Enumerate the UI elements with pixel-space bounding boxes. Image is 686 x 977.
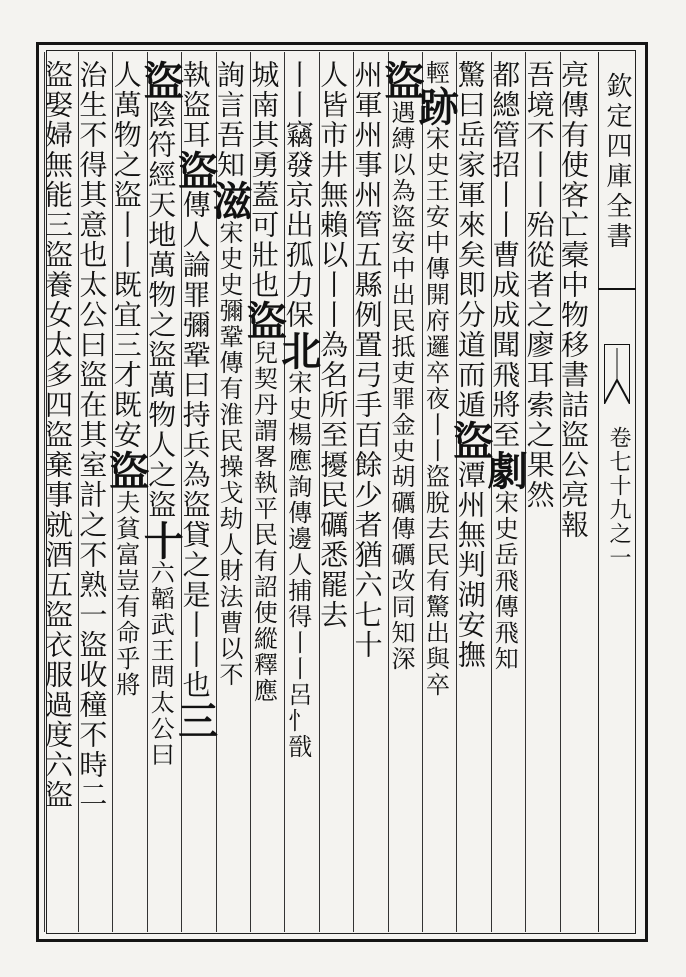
text-segment: 宋史史彌鞏傳有淮民操戈劫人財法曹以不 <box>214 220 243 688</box>
text-segment: 遇縛以為盜安中出民抵吏罪金史胡礪傳礪改同知深 <box>386 100 415 672</box>
text-segment: 兒契丹謂畧執平民有詔使縱釋應 <box>249 340 278 704</box>
text-column <box>522 60 558 510</box>
text-column <box>481 60 529 672</box>
text-segment: 宋史岳飛傳飛知 <box>490 490 519 672</box>
text-column <box>40 60 77 810</box>
heading-char: 盜 <box>102 450 150 490</box>
text-column <box>412 60 460 698</box>
text-segment: 城南其勇蓋可壯也 <box>247 60 281 300</box>
text-column <box>274 60 322 760</box>
heading-char: 盜 <box>137 60 185 100</box>
text-column <box>171 60 219 740</box>
text-segment: 執盜耳 <box>178 60 212 150</box>
heading-char: 劇 <box>481 450 529 490</box>
text-column <box>556 60 593 540</box>
text-column <box>377 60 425 672</box>
text-segment: 陰符經天地萬物之盜萬物人之盜 <box>144 100 178 520</box>
book-title: 欽定四庫全書 <box>602 72 632 252</box>
text-segment: 亮傳有使客亡槖中物移書詰盜公亮報 <box>556 60 590 540</box>
heading-char: 盜 <box>377 60 425 100</box>
text-column <box>316 60 352 630</box>
text-column <box>137 60 185 768</box>
text-segment: 吾境不丨丨殆從者之廖耳索之果然 <box>522 60 556 510</box>
text-segment: 夫貧富豈有命乎將 <box>111 490 140 698</box>
heading-char: 盜 <box>171 150 219 190</box>
heading-char: 北 <box>274 330 322 370</box>
text-segment: 六韜武王問太公曰 <box>146 560 175 768</box>
heading-char: 三 <box>171 700 219 740</box>
fish-tail-mark <box>604 344 630 404</box>
heading-char: 滋 <box>205 180 253 220</box>
heading-char: 盜 <box>240 300 288 340</box>
text-segment: 詢言吾知 <box>212 60 246 180</box>
volume-label: 卷七十九之一 <box>606 426 631 570</box>
heading-char: 十 <box>137 520 185 560</box>
text-segment: 人皆市井無賴以丨丨為名所至擾民礪悉罷去 <box>316 60 350 630</box>
text-segment: 丨丨竊發京出孤力保 <box>281 60 315 330</box>
text-segment: 驚曰岳家軍來矣即分道而遁 <box>453 60 487 420</box>
text-column <box>102 60 150 698</box>
text-segment: 宋史楊應詢傳邊人捕得丨丨呂忄戩 <box>283 370 312 760</box>
text-segment: 傳人論罪彌鞏曰持兵為盜貸之是丨丨也 <box>178 190 212 700</box>
text-segment: 治生不得其意也太公曰盜在其室計之不熟一盜收穜不時二 <box>75 60 109 810</box>
text-column <box>350 60 386 660</box>
page-gutter <box>598 54 636 930</box>
heading-char: 盜 <box>446 420 494 460</box>
gutter-band <box>598 288 636 290</box>
text-segment: 人萬物之盜丨丨既宜三才既安 <box>109 60 143 450</box>
text-segment: 都總管招丨丨曹成成聞飛將至 <box>488 60 522 450</box>
text-column <box>446 60 494 670</box>
text-column <box>240 60 288 704</box>
text-segment: 州軍州事州管五縣例置弓手百餘少者猶六七十 <box>350 60 384 660</box>
text-segment: 潭州無判湖安撫 <box>453 460 487 670</box>
text-column <box>75 60 111 810</box>
text-segment: 宋史王安中傳開府邏卒夜丨丨盜脫去民有驚出與卒 <box>421 126 450 698</box>
heading-char: 跡 <box>412 86 460 126</box>
text-segment: 盜娶婦無能三盜養女太多四盜棄事就酒五盜衣服過度六盜 <box>40 60 74 810</box>
text-segment: 輕 <box>421 60 450 86</box>
text-column <box>205 60 253 688</box>
